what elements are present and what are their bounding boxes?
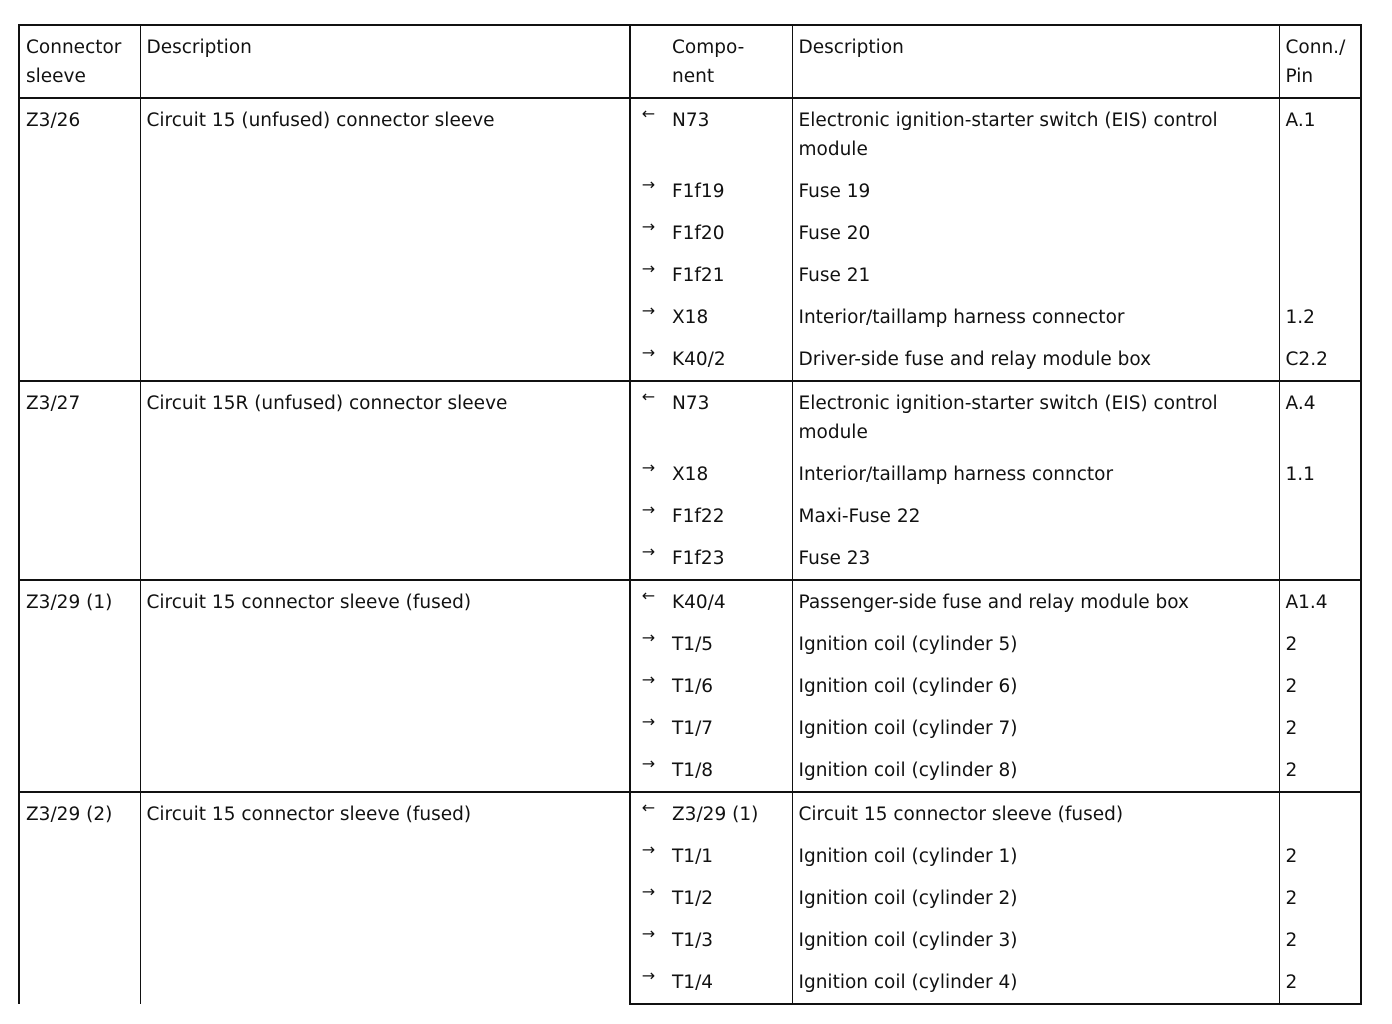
arrow-left-icon	[630, 381, 666, 453]
arrow-left-icon	[630, 98, 666, 170]
direction-arrow: →	[641, 924, 656, 943]
conn-pin	[1279, 792, 1361, 835]
arrow-right-icon	[630, 537, 666, 580]
conn-pin	[1279, 495, 1361, 537]
arrow-left-icon	[630, 580, 666, 623]
connector-sleeve-id: Z3/27	[19, 381, 140, 580]
component-id: T1/6	[666, 665, 792, 707]
component-description: Ignition coil (cylinder 3)	[792, 919, 1279, 961]
conn-pin: 2	[1279, 665, 1361, 707]
table-row	[19, 98, 1361, 170]
component-id: F1f21	[666, 254, 792, 296]
connector-sleeve-id: Z3/29 (1)	[19, 580, 140, 792]
connector-sleeve-description: Circuit 15R (unfused) connector sleeve	[140, 381, 630, 580]
component-description: Ignition coil (cylinder 6)	[792, 665, 1279, 707]
conn-pin	[1279, 170, 1361, 212]
conn-pin: A1.4	[1279, 580, 1361, 623]
component-id: N73	[666, 98, 792, 170]
conn-pin: C2.2	[1279, 338, 1361, 381]
direction-arrow: →	[641, 670, 656, 689]
direction-arrow: →	[641, 458, 656, 477]
conn-pin	[1279, 254, 1361, 296]
component-id: T1/2	[666, 877, 792, 919]
direction-arrow: ←	[641, 798, 656, 817]
table-row	[19, 792, 1361, 835]
direction-arrow: ←	[641, 387, 656, 406]
direction-arrow: →	[641, 966, 656, 985]
arrow-right-icon	[630, 919, 666, 961]
arrow-right-icon	[630, 296, 666, 338]
component-id: N73	[666, 381, 792, 453]
direction-arrow: →	[641, 542, 656, 561]
conn-pin: 2	[1279, 961, 1361, 1004]
component-description: Ignition coil (cylinder 5)	[792, 623, 1279, 665]
component-id: F1f19	[666, 170, 792, 212]
component-id: F1f20	[666, 212, 792, 254]
component-description: Ignition coil (cylinder 4)	[792, 961, 1279, 1004]
component-description: Circuit 15 connector sleeve (fused)	[792, 792, 1279, 835]
component-id: F1f22	[666, 495, 792, 537]
table-row	[19, 381, 1361, 453]
component-description: Fuse 20	[792, 212, 1279, 254]
conn-pin: 2	[1279, 877, 1361, 919]
component-description: Electronic ignition-starter switch (EIS) control module	[792, 98, 1279, 170]
component-description: Ignition coil (cylinder 2)	[792, 877, 1279, 919]
component-description: Maxi-Fuse 22	[792, 495, 1279, 537]
component-id: T1/7	[666, 707, 792, 749]
conn-pin: 1.1	[1279, 453, 1361, 495]
arrow-right-icon	[630, 623, 666, 665]
direction-arrow: →	[641, 500, 656, 519]
component-id: F1f23	[666, 537, 792, 580]
component-id: T1/1	[666, 835, 792, 877]
component-description: Ignition coil (cylinder 7)	[792, 707, 1279, 749]
component-id: T1/3	[666, 919, 792, 961]
direction-arrow: →	[641, 217, 656, 236]
component-id: T1/4	[666, 961, 792, 1004]
conn-pin	[1279, 212, 1361, 254]
direction-arrow: →	[641, 712, 656, 731]
connector-sleeve-id: Z3/29 (2)	[19, 792, 140, 1004]
connector-sleeve-id: Z3/26	[19, 98, 140, 381]
direction-arrow: ←	[641, 586, 656, 605]
table-row	[19, 580, 1361, 623]
header-component-description: Description	[792, 25, 1279, 98]
direction-arrow: →	[641, 840, 656, 859]
header-conn-pin: Conn./ Pin	[1279, 25, 1361, 98]
arrow-right-icon	[630, 338, 666, 381]
arrow-right-icon	[630, 495, 666, 537]
component-id: Z3/29 (1)	[666, 792, 792, 835]
direction-arrow: →	[641, 175, 656, 194]
component-description: Electronic ignition-starter switch (EIS) control module	[792, 381, 1279, 453]
header-connector-sleeve: Connector sleeve	[19, 25, 140, 98]
component-description: Fuse 23	[792, 537, 1279, 580]
arrow-right-icon	[630, 961, 666, 1004]
component-description: Interior/taillamp harness connctor	[792, 453, 1279, 495]
direction-arrow: →	[641, 628, 656, 647]
arrow-left-icon	[630, 792, 666, 835]
connector-sleeve-table	[18, 24, 1362, 1005]
conn-pin: A.1	[1279, 98, 1361, 170]
conn-pin: 2	[1279, 749, 1361, 792]
direction-arrow: →	[641, 259, 656, 278]
arrow-right-icon	[630, 877, 666, 919]
arrow-right-icon	[630, 254, 666, 296]
conn-pin: 2	[1279, 707, 1361, 749]
component-id: K40/2	[666, 338, 792, 381]
conn-pin: 2	[1279, 835, 1361, 877]
component-description: Ignition coil (cylinder 8)	[792, 749, 1279, 792]
header-sleeve-description: Description	[140, 25, 630, 98]
component-description: Passenger-side fuse and relay module box	[792, 580, 1279, 623]
connector-sleeve-sheet	[18, 24, 1360, 1006]
component-id: X18	[666, 453, 792, 495]
component-id: X18	[666, 296, 792, 338]
table-header-row	[19, 25, 1361, 98]
header-direction	[630, 25, 666, 98]
component-description: Ignition coil (cylinder 1)	[792, 835, 1279, 877]
arrow-right-icon	[630, 749, 666, 792]
arrow-right-icon	[630, 707, 666, 749]
arrow-right-icon	[630, 212, 666, 254]
connector-sleeve-description: Circuit 15 (unfused) connector sleeve	[140, 98, 630, 381]
direction-arrow: →	[641, 882, 656, 901]
direction-arrow: →	[641, 301, 656, 320]
conn-pin: 2	[1279, 919, 1361, 961]
component-id: K40/4	[666, 580, 792, 623]
conn-pin: 1.2	[1279, 296, 1361, 338]
connector-sleeve-description: Circuit 15 connector sleeve (fused)	[140, 792, 630, 1004]
connector-sleeve-description: Circuit 15 connector sleeve (fused)	[140, 580, 630, 792]
conn-pin: A.4	[1279, 381, 1361, 453]
conn-pin: 2	[1279, 623, 1361, 665]
component-id: T1/8	[666, 749, 792, 792]
arrow-right-icon	[630, 665, 666, 707]
component-description: Fuse 21	[792, 254, 1279, 296]
table-body	[19, 98, 1361, 1004]
component-id: T1/5	[666, 623, 792, 665]
direction-arrow: ←	[641, 104, 656, 123]
component-description: Interior/taillamp harness connector	[792, 296, 1279, 338]
component-description: Fuse 19	[792, 170, 1279, 212]
arrow-right-icon	[630, 835, 666, 877]
conn-pin	[1279, 537, 1361, 580]
direction-arrow: →	[641, 343, 656, 362]
header-component: Compo- nent	[666, 25, 792, 98]
component-description: Driver-side fuse and relay module box	[792, 338, 1279, 381]
arrow-right-icon	[630, 453, 666, 495]
direction-arrow: →	[641, 754, 656, 773]
arrow-right-icon	[630, 170, 666, 212]
